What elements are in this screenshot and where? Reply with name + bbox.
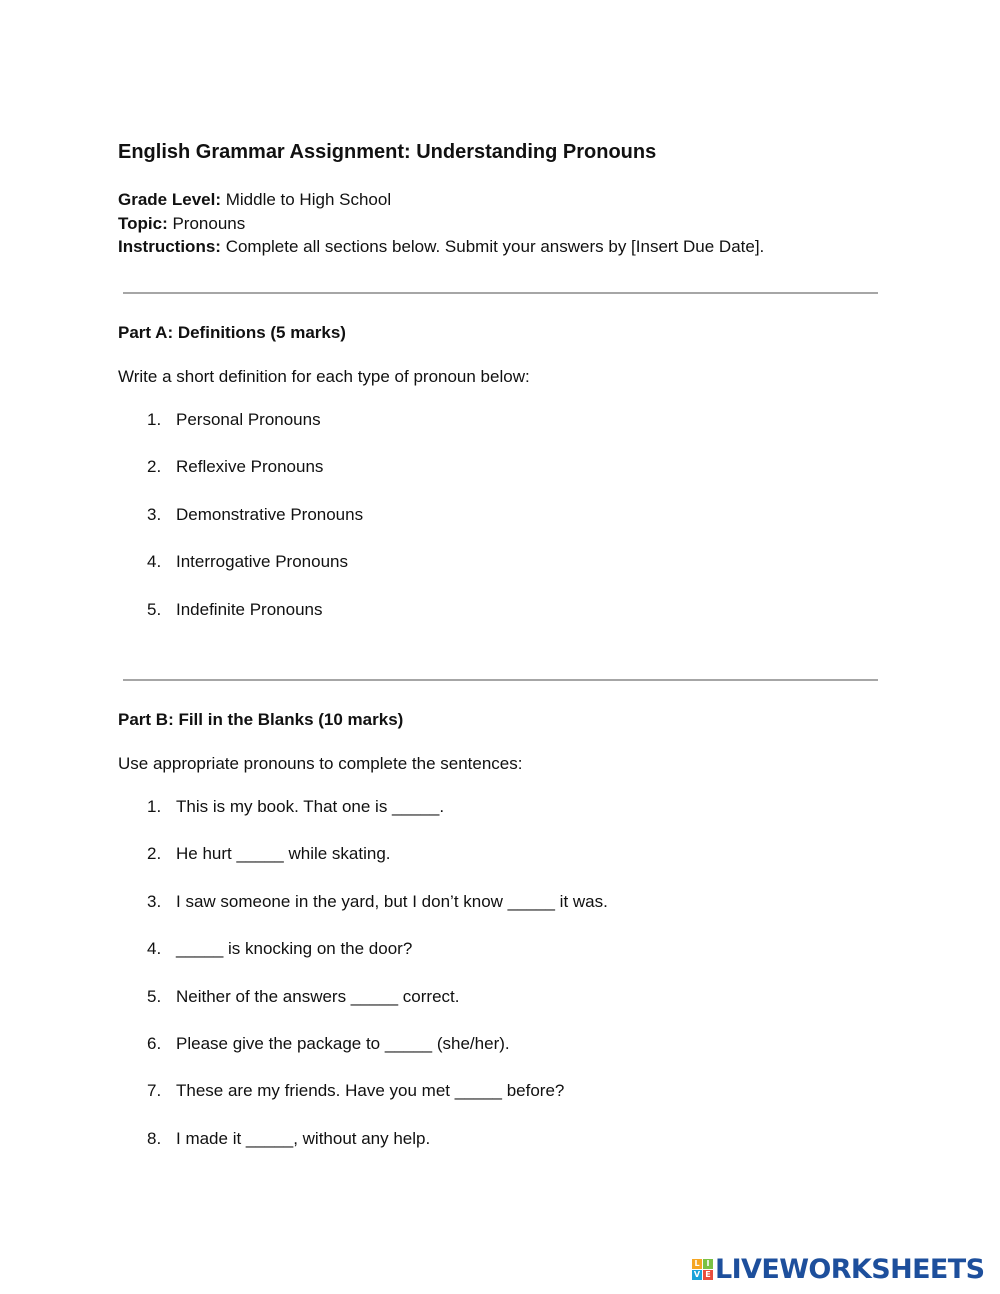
meta-value: Pronouns (172, 213, 246, 233)
list-number: 7. (147, 1081, 162, 1101)
list-number: 3. (147, 891, 162, 911)
meta-instructions (118, 235, 764, 259)
page-title: English Grammar Assignment: Understanding Pronouns (118, 141, 657, 163)
meta-value: Complete all sections below. Submit your answers by [Insert Due Date]. (225, 237, 765, 256)
section-divider (123, 292, 878, 294)
meta-label: Grade Level: (118, 190, 221, 209)
list-text: Personal Pronouns (176, 410, 321, 429)
list-text: Demonstrative Pronouns (176, 504, 364, 524)
logo-wordmark: LIVEWORKSHEETS (715, 1253, 985, 1285)
meta-label: Topic: (118, 213, 168, 233)
list-text: He hurt _____ while skating. (176, 844, 391, 864)
list-text: These are my friends. Have you met _____ before? (176, 1081, 565, 1101)
list-text: Please give the package to _____ (she/her). (176, 1033, 510, 1053)
list-text: Interrogative Pronouns (176, 552, 348, 572)
logo-mark-letter: E (703, 1270, 713, 1280)
section-divider (123, 679, 878, 681)
meta-grade-level (118, 188, 764, 212)
liveworksheets-logo (692, 1254, 984, 1284)
list-text: I saw someone in the yard, but I don’t know _____ it was. (176, 891, 608, 911)
list-text: Reflexive Pronouns (176, 457, 324, 477)
list-number: 4. (147, 939, 162, 959)
part-a-instructions: Write a short definition for each type of pronoun below: (118, 367, 530, 386)
assignment-meta (118, 188, 764, 259)
logo-mark-letter: I (703, 1259, 713, 1269)
list-number: 1. (147, 797, 162, 816)
part-b-title: Part B: Fill in the Blanks (10 marks) (118, 710, 404, 729)
list-number: 3. (147, 504, 162, 524)
part-b-instructions: Use appropriate pronouns to complete the sentences: (118, 754, 523, 773)
list-number: 5. (147, 986, 162, 1006)
list-number: 6. (147, 1033, 162, 1053)
liveworksheets-logo-icon (692, 1259, 713, 1280)
list-text: _____ is knocking on the door? (176, 939, 413, 959)
meta-topic (118, 212, 764, 236)
meta-value: Middle to High School (225, 190, 392, 209)
list-number: 2. (147, 844, 162, 864)
list-number: 4. (147, 552, 162, 572)
part-a-title: Part A: Definitions (5 marks) (118, 323, 346, 342)
list-text: I made it _____, without any help. (176, 1128, 431, 1148)
list-text: Neither of the answers _____ correct. (176, 986, 460, 1006)
list-text: This is my book. That one is _____. (176, 797, 445, 816)
list-number: 8. (147, 1128, 162, 1148)
list-text: Indefinite Pronouns (176, 599, 323, 619)
logo-mark-letter: V (693, 1269, 701, 1279)
meta-label: Instructions: (118, 237, 221, 256)
logo-mark-letter: L (692, 1259, 702, 1269)
list-number: 5. (147, 599, 162, 619)
list-number: 2. (147, 457, 162, 477)
list-number: 1. (147, 410, 162, 429)
